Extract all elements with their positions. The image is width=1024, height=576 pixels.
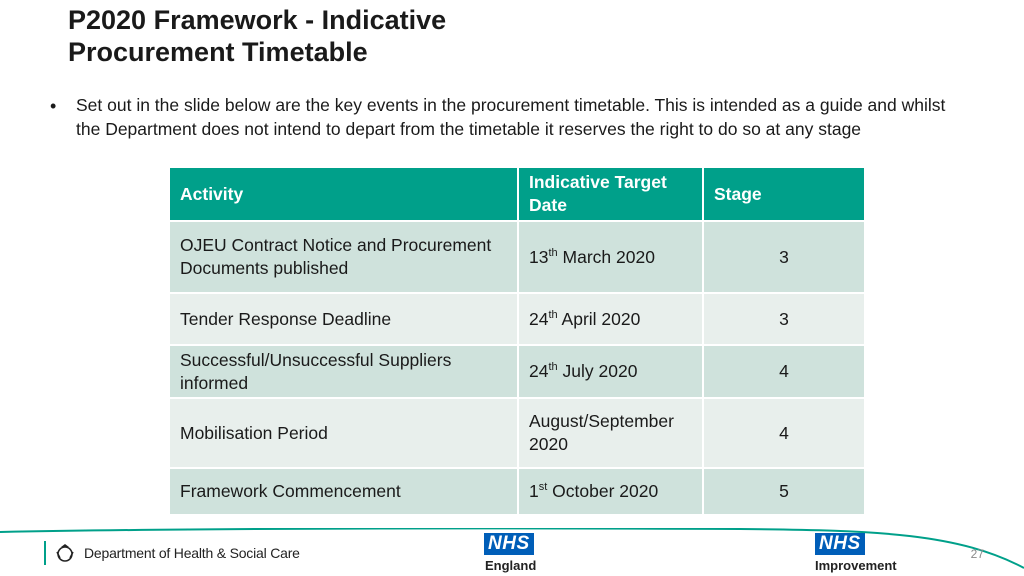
date-cell (518, 345, 703, 398)
dhsc-logo (44, 541, 300, 565)
page-number: 27 (970, 547, 984, 561)
header-stage: Stage (703, 168, 864, 221)
table-row (170, 398, 864, 468)
title-line-2: Procurement Timetable (68, 37, 368, 67)
stage-cell: 5 (703, 468, 864, 515)
date-month-year: March 2020 (557, 246, 655, 267)
table-header-row (170, 168, 864, 221)
slide-title (68, 4, 668, 68)
nhs-england-logo-icon: NHS (484, 533, 534, 555)
date-month-year: October 2020 (547, 481, 659, 501)
royal-crest-icon (54, 542, 76, 564)
date-month-year: April 2020 (557, 308, 641, 329)
date-day: 24 (529, 361, 549, 381)
date-month-year: July 2020 (557, 361, 638, 381)
table-row (170, 468, 864, 515)
date-day: 13 (529, 246, 549, 267)
date-suffix: th (548, 246, 558, 259)
activity-cell: Successful/Unsuccessful Suppliers informed (170, 345, 518, 398)
bullet-icon: • (50, 96, 57, 116)
title-line-1: P2020 Framework - Indicative (68, 5, 447, 35)
date-cell (518, 221, 703, 293)
activity-cell: OJEU Contract Notice and Procurement Documents published (170, 221, 518, 293)
date-day: 1 (529, 481, 539, 501)
table-row (170, 345, 864, 398)
bullet-text: Set out in the slide below are the key events in the procurement timetable. This is intended as a guide and whilst the Department does not intend to depart from the timetable it reserves the right to do so at any stage (76, 95, 946, 139)
stage-cell: 4 (703, 345, 864, 398)
date-suffix: th (548, 308, 558, 321)
date-cell (518, 468, 703, 515)
date-day: 24 (529, 308, 549, 329)
date-cell (518, 293, 703, 345)
header-activity: Activity (170, 168, 518, 221)
date-day: August/September 2020 (529, 411, 674, 454)
header-target-date: Indicative Target Date (518, 168, 703, 221)
table-row (170, 221, 864, 293)
stage-cell: 3 (703, 221, 864, 293)
activity-cell: Mobilisation Period (170, 398, 518, 468)
nhs-england-label: England (485, 558, 537, 573)
logo-divider (44, 541, 46, 565)
nhs-improvement-label: Improvement (815, 558, 897, 573)
activity-cell: Tender Response Deadline (170, 293, 518, 345)
nhs-improvement-logo-icon: NHS (815, 533, 865, 555)
procurement-timetable (170, 168, 864, 516)
activity-cell: Framework Commencement (170, 468, 518, 515)
date-cell (518, 398, 703, 468)
date-suffix: th (548, 361, 558, 374)
department-name: Department of Health & Social Care (84, 545, 300, 561)
table-row (170, 293, 864, 345)
stage-cell: 4 (703, 398, 864, 468)
date-suffix: st (538, 481, 548, 494)
stage-cell: 3 (703, 293, 864, 345)
